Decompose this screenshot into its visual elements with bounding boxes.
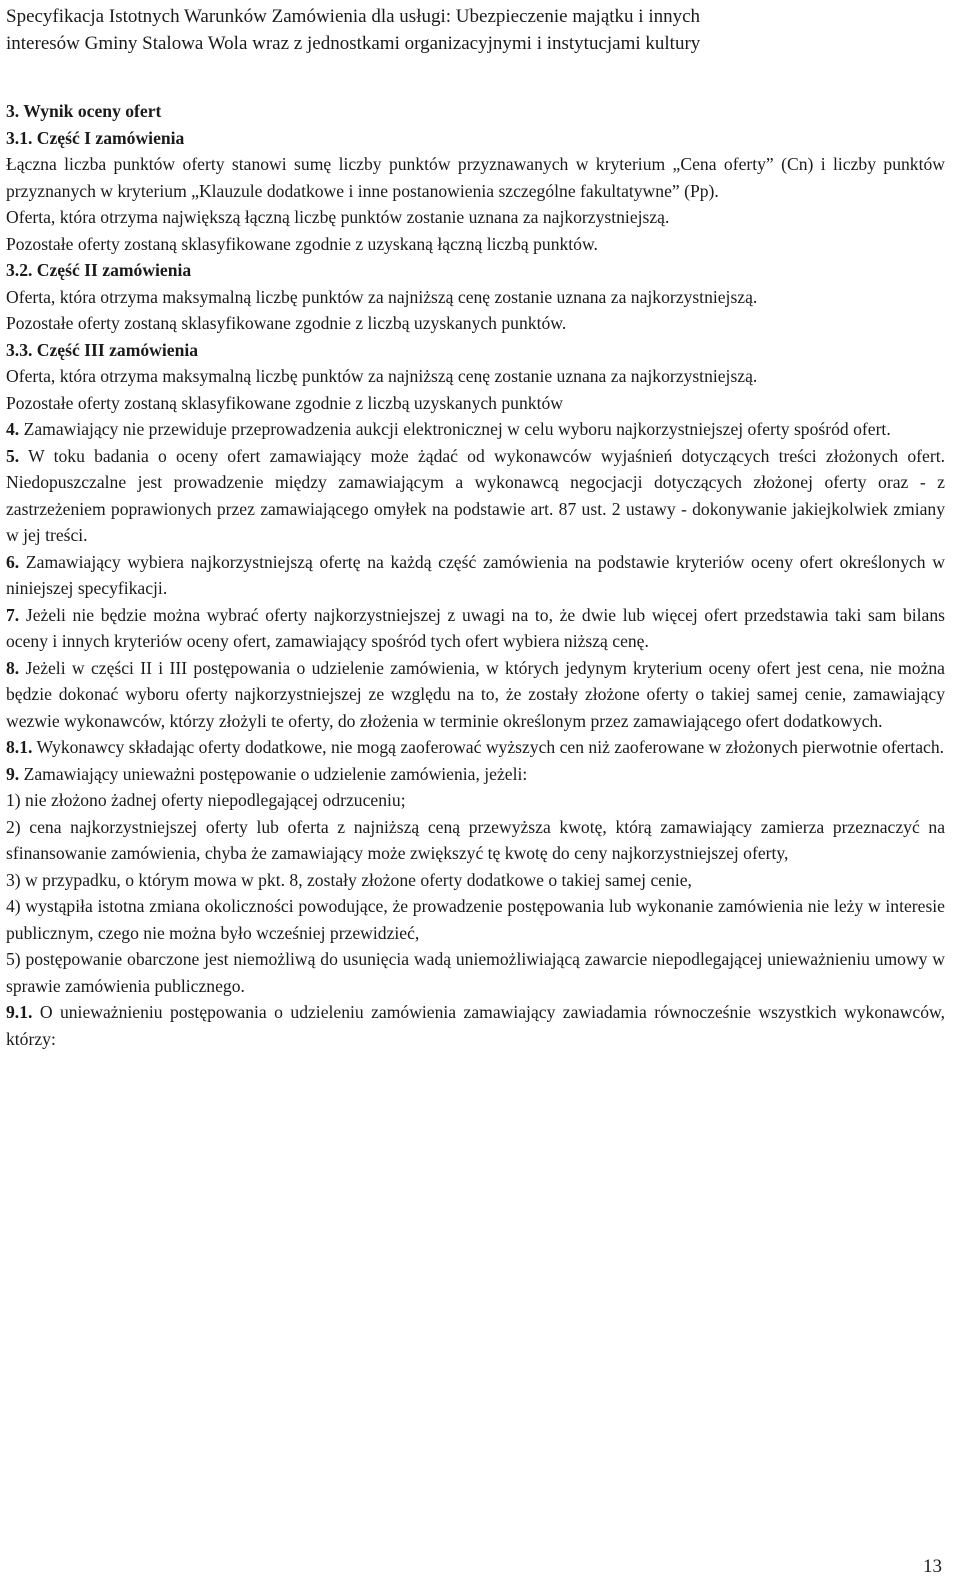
section-3-1-heading: 3.1. Część I zamówienia (6, 127, 185, 148)
section-3-heading: 3. Wynik oceny ofert (6, 101, 162, 121)
section-9-number: 9. (6, 763, 20, 784)
section-8 (6, 655, 945, 735)
section-9-item-3: 3) w przypadku, o którym mowa w pkt. 8, zostały złożone oferty dodatkowe o takiej samej cenie, (6, 869, 692, 890)
section-3-3-paragraph-2: Pozostałe oferty zostaną sklasyfikowane zgodnie z liczbą uzyskanych punktów (6, 392, 563, 413)
section-3-3-paragraph-1: Oferta, która otrzyma maksymalną liczbę punktów za najniższą cenę zostanie uznana za najkorzystniejszą. (6, 366, 758, 386)
section-9-1 (6, 999, 945, 1052)
section-3-1-paragraph-1: Łączna liczba punktów oferty stanowi sumę liczby punktów przyznawanych w kryterium „Cena oferty” (Cn) i liczby punktów przyznanych w kryterium „Klauzule dodatkowe i inne postanowienia szczególne fakultatywne” (Pp). (6, 154, 945, 201)
section-4 (6, 416, 945, 443)
section-8-1 (6, 734, 945, 761)
section-6-text: Zamawiający wybiera najkorzystniejszą ofertę na każdą część zamówienia na podstawie kryteriów oceny ofert określonych w niniejszej specyfikacji. (6, 551, 945, 598)
section-9-item-2: 2) cena najkorzystniejszej oferty lub oferta z najniższą ceną przewyższa kwotę, którą zamawiający zamierza przeznaczyć na sfinansowanie zamówienia, chyba że zamawiający może zwiększyć tę kwotę do ceny najkorzystniejszej oferty, (6, 816, 945, 863)
section-8-1-text: Wykonawcy składając oferty dodatkowe, nie mogą zaoferować wyższych cen niż zaoferowane w złożonych pierwotnie ofertach. (32, 737, 945, 757)
page-header (6, 3, 950, 57)
section-9-item-1: 1) nie złożono żadnej oferty niepodlegającej odrzuceniu; (6, 790, 406, 810)
section-9-1-text: O unieważnieniu postępowania o udzieleniu zamówienia zamawiający zawiadamia równocześnie wszystkich wykonawców, którzy: (6, 1002, 945, 1049)
section-3-2-heading: 3.2. Część II zamówienia (6, 260, 192, 280)
section-4-text: Zamawiający nie przewiduje przeprowadzenia aukcji elektronicznej w celu wyboru najkorzystniejszej oferty spośród ofert. (19, 419, 891, 439)
section-5-text: W toku badania o oceny ofert zamawiający może żądać od wykonawców wyjaśnień dotyczących treści złożonych ofert. Niedopuszczalne jest prowadzenie między zamawiającym a wykonawcą negocjacji dotyczących złożonej oferty oraz - z zastrzeżeniem poprawionych przez zamawiającego omyłek na podstawie art. 87 ust. 2 ustawy - dokonywanie jakiejkolwiek zmiany w jej treści. (6, 445, 945, 545)
section-3-1-paragraph-3: Pozostałe oferty zostaną sklasyfikowane zgodnie z uzyskaną łączną liczbą punktów. (6, 233, 598, 254)
section-6 (6, 549, 945, 602)
header-line-2: interesów Gminy Stalowa Wola wraz z jednostkami organizacyjnymi i instytucjami kultury (6, 33, 701, 54)
section-9-item-4: 4) wystąpiła istotna zmiana okoliczności powodujące, że prowadzenie postępowania lub wykonanie zamówienia nie leży w interesie publicznym, czego nie można było wcześniej przewidzieć, (6, 896, 945, 943)
section-8-1-number: 8.1. (6, 737, 33, 757)
section-3-1-paragraph-2: Oferta, która otrzyma największą łączną liczbę punktów zostanie uznana za najkorzystniejszą. (6, 207, 670, 227)
header-line-1: Specyfikacja Istotnych Warunków Zamówienia dla usługi: Ubezpieczenie majątku i innych (6, 6, 701, 27)
section-3-3-heading: 3.3. Część III zamówienia (6, 339, 199, 360)
section-5-number: 5. (6, 445, 20, 466)
section-8-number: 8. (6, 657, 20, 678)
section-9-1-number: 9.1. (6, 1002, 33, 1022)
section-7-number: 7. (6, 604, 20, 625)
section-8-text: Jeżeli w części II i III postępowania o udzielenie zamówienia, w których jedynym kryterium oceny ofert jest cena, nie można będzie dokonać wyboru oferty najkorzystniejszej ze względu na to, że zostały złożone oferty o takiej samej cenie, zamawiający wezwie wykonawców, którzy złożyli te oferty, do złożenia w terminie określonym przez zamawiającego ofert dodatkowych. (6, 657, 945, 731)
section-3-2-paragraph-2: Pozostałe oferty zostaną sklasyfikowane zgodnie z liczbą uzyskanych punktów. (6, 313, 567, 333)
section-6-number: 6. (6, 551, 20, 572)
section-5 (6, 443, 945, 549)
page-number: 13 (923, 1556, 942, 1577)
section-9-item-5: 5) postępowanie obarczone jest niemożliwą do usunięcia wadą uniemożliwiającą zawarcie niepodlegającej unieważnieniu umowy w sprawie zamówienia publicznego. (6, 949, 945, 996)
section-7-text: Jeżeli nie będzie można wybrać oferty najkorzystniejszej z uwagi na to, że dwie lub więcej ofert przedstawia taki sam bilans oceny i innych kryteriów oceny ofert, zamawiający spośród tych ofert wybiera niższą cenę. (6, 604, 945, 651)
section-3-2-paragraph-1: Oferta, która otrzyma maksymalną liczbę punktów za najniższą cenę zostanie uznana za najkorzystniejszą. (6, 286, 758, 307)
section-4-number: 4. (6, 419, 20, 439)
section-7 (6, 602, 945, 655)
document-body (6, 98, 945, 1052)
section-9 (6, 761, 945, 788)
section-9-text: Zamawiający unieważni postępowanie o udzielenie zamówienia, jeżeli: (19, 763, 528, 784)
